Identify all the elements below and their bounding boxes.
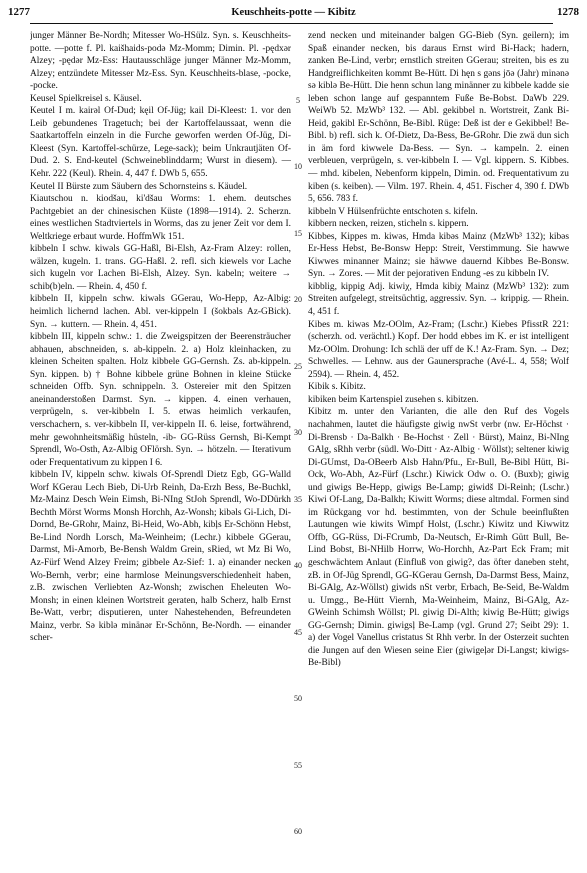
page-header [8,6,579,22]
entry-keutel-i: Keutel I m. kairəl Of-Dud; kęil Of-Jüg; kail Di-Kleest: 1. vor den Leib gebundenes Tragetuch; bei der Kartoffelaussaat, wenn die Saatkartoffeln einzeln in die Furche geworfen werden Of-Jüg, Di-Kleest (Syn. Kartoffel-schürze, Lege-sack); beim Unkrautjäten Of-Dud. 2. S. End-keutel (Schweineblinddarm; Wurst in diesem). — Kehr. 222 (Keul). Rhein. 4, 447 f. DWb 5, 655. [30,106,291,180]
entry-keutel-ii: Keutel II Bürste zum Säubern des Schornsteins s. Käudel. [30,181,248,192]
entry-kibbes: Kibbes, Kippes m. kiwəs, Hmda kibəs Mainz (MzWb³ 132); kibəs Er-Hess Hebst, Be-Bonsw Hepp: Streit, Verstimmung. Sie hawwe Kiwwes minanner Mainz; sie häwwe dauernd Kibbes Be-Bonsw. Syn. → Zores. — Mit der pejorativen Endung -es zu kibbeln IV. [308,231,569,280]
header-rule [30,23,553,24]
entry-kibbeln-ii: kibbeln II, kippeln schw. kiwəls GGerau, Wo-Hepp, Az-Albig: heimlich lichernd lachen. Abl. ver-kippeln I (šokbəls Az-GBick). Syn. → kuttern. — Rhein. 4, 451. [30,294,291,330]
line-number: 5 [296,96,300,105]
entry-kiautschou: Kiautschou n. kiodšau, ki'dšau Worms: 1. ehem. deutsches Pachtgebiet an der chinesischen Küste (1898—1914). 2. Scherzn. eines westlichen Stadtviertels in Worms, das zu jener Zeit vor dem I. Weltkriege erbaut wurde. HoffmWk 151. [30,194,291,242]
entry-kibbeln-v: kibbeln V Hülsenfrüchte entschoten s. kifeln. [308,206,478,217]
entry-kibbeln-i: kibbeln I schw. kiwəls GG-Haßl, Bi-Elsh, Az-Fram Alzey: rollen, wälzen, kugeln. 1. trans. GG-Haßl. 2. refl. sich kiewels vor Lache sich kugeln vor Lachen Bi-Elsh, Alzey. Syn. kabeln; weitere → schib(b)eln. — Rhein. 4, 450 f. [30,244,291,292]
page-number-left: 1277 [8,6,30,18]
entry-kibbeln-iii: kibbeln III, kippeln schw.: 1. die Zweigspitzen der Beerensträucher abhauen, abschneiden, s. ab-kippeln. 2. a) Holz kleinhacken, zu kleinen Scheiten spalten. Holz kibbele GG-Gernsh. Zs. ab-kippeln. Syn. kippen. b) † Bohne kibbele grüne Bohnen in kleine Stücke schneiden Offb. Syn. schnippeln. 3. Ostereier mit den Spitzen aneinanderstoßen Darmst. Syn. → kippen. 4. einen verhauen, verprügeln, s. ver-kibbeln I. 5. etwas heimlich verkaufen, verschachern, s. ver-kibbeln II, ver-kippeln II. 6. leise, fortwährend, mehr gewohnheitsmäßig hüsteln, -ib- GG-Rüss Gernsh, Bi-Kempt Sprendl, Wo-Osth, Az-Albig OFlörsh. Syn. → hötzeln. — Iterativum oder Frequentativum zu kippen I 6. [30,332,291,468]
line-number: 25 [294,362,302,371]
entry-kibbern: kibbern necken, reizen, sticheln s. kippern. [308,219,469,230]
right-column [308,30,569,870]
entry-kibitz: Kibitz m. unter den Varianten, die alle den Ruf des Vogels nachahmen, lautet die häufigste giwig nwSt verbr (nw. Er-Höchst · Di-Brensb · Da-Balkh · Be-Hochst · Zell · Bürst), Mainz, Bi-NIng GAlg, sRhh verbr (südl. Wo-Ditt · Az-Albig · Wöllst); seltener kiwig Di-GUmst, Da-OBeerb Alsb Hahn/Pfu., Er-Bull, Be-Bibl Hütt, Bi-Ock, Wo-Abh, Az-Fürf (Lschr.) Kiwick Odw o. O. (Buxb); giwig und giwigs Be-Hepp, giwigs Be-Lamp; giwidš Di-Reinh; (Lschr.) Kiwi Of-Lang, Da-Balkh; Kiwitt Worms; diese altmdal. Formen sind im Rückgang vor hd. bestimmten, von der Schule beeinflußten Lautungen wie kiwits Wimpf Holst, (Lschr.) Kiwitz und Kiwwitz Offb, GG-Rüss, Di-FCrumb, Da-Neutsch, Er-Rimh Gütt Bull, Be-Lind Bobst, Bi-NHilb Horrw, Wo-Horchh, Az-Part Eck Fram; mit geschwächtem Anlaut (Einfluß von giwig?, das öfter daneben steht, zB. in Of-Jüg Sprendl, GG-KGerau Gernsh, Da-Darmst Bess, Mainz, Bi-GAlg, Az-Wöllst) giwids nSt verbr, Erbach, Be-Seid, Be-Waldm u. Umgg., Be-Hütt Viernh, Ma-Weinheim, Mainz, Bi-GAlg, Az-GWeinh Schimsh Wöllst; Pl. giwig Di-Alth; kiwig Be-Hütt; giwigs GG-Gernsh; Dimin. giwigsļ Be-Lamp (vgl. Grund 27; Seibt 29): 1. a) der Vogel Vanellus cristatus St Rhh verbr. In der Osterzeit suchten die Jungen auf den Wiesen seine Eier (giwigeļər Di-Langst; kiwigs- Be-Bibl) [308,407,569,669]
line-number: 45 [294,628,302,637]
entry-keuschheits-potte: junger Männer Be-Nordh; Mitesser Wo-HSülz. Syn. s. Keuschheits-potte. —potte f. Pl. kaišhaids-podə Mz-Momm; Dimin. Pl. -pędxər Alzey; -pędər Mz-Ess: Hautausschläge junger Männer Mz-Momm, Alzey; entzündete Mitesser Mz-Ess. Syn. Keuschheits-blase, -pocke, -pocke. [30,31,291,92]
line-number: 60 [294,827,302,836]
line-number: 50 [294,694,302,703]
left-column [30,30,291,870]
line-number: 40 [294,561,302,570]
entry-kibbeln-iv: kibbeln IV, kippeln schw. kiwəls Of-Sprendl Dietz Egb, GG-Walld Worf KGerau Lech Bieb, Di-Urb Reinh, Da-Erzh Bess, Be-Buchkl, Mz-Mainz Desch Wein Eimsh, Bi-NIng StJoh Sprendl, Wo-DDürkh Bechth Mörst Worms Monsh Horchh, Az-Wonsh; kibəls Gi-Lich, Di-Dornd, Be-GRohr, Mainz, Bi-Heid, Wo-Abh, kibļs Er-Schönn Hebst, Be-Lind Nordh Lorsch, Ma-Weinheim; (Lechr.) kibbele GGerau, Darmst, Mi-Amorb, Be-Bensh Waldm Grein, sRied, wt Mz Bi Wo, Az-Fürf Wend Alzey Freim; gibbele Az-Sief: 1. a) einander necken Wo-Bernh, verbr; eine harmlose Meinungsverschiedenheit haben, z.B. zwischen Verliebten Az-Wonsh; zwischen Eheleuten Wo-Monsh; in einen kleinen Wortstreit geraten, halb Scherz, halb Ernst Be-Watt, verbr; disputieren, unter Nahestehenden, Befreundeten Mainz, verbr. Sə kiblə minänər Er-Schönn, Be-Nordh. — einander scher- [30,470,291,644]
line-number: 10 [294,162,302,171]
page-number-right: 1278 [557,6,579,18]
line-number: 30 [294,428,302,437]
line-number: 15 [294,229,302,238]
entry-kibiken: kibiken beim Kartenspiel zusehen s. kibitzen. [308,394,479,405]
entry-kibbeln-iv-continued: zend necken und miteinander balgen GG-Bieb (Syn. geilern); im Spaß einander necken, bis daraus Ernst wird Bi-Hack; hadern, zanken Be-Lind, verbr; ernstlich streiten GGerau; streiten, bis es zu Handgreiflichkeiten kommt Be-Hütt. Di hęn s gəns jōə (Jahr) minənə sə kiblə Be-Hütt. Die henn schun lang minänner zu kibbele kadde sie leben schon lange auf gespanntem Fuße Be-Bobst. DaWb 229. WeiWb 52. MzWb³ 132. — Abl. gekibbel n. Wortstreit, Zank Bi-Heid, gəkibl Er-Schönn, Be-Bibl. Rüge: Deß ist der e Gekibbel! Be-Bibl. b) refl. sich k. Of-Dietz, Da-Bess, Be-GRohr. Die zwä dun sich in äm ford kiwwele Da-Bess. — Syn. → kampeln. 2. einen verbleuen, verprügeln, s. ver-kibbeln I. — Vgl. kippern. S. Kibbes. — mhd. kibelen, Nebenform kippeln, Dimin. od. Frequentativum zu kiben (s. keiben). — Vilm. 197. Rhein. 4, 451. Fischer 4, 390 f. DWb 5, 656. 783 f. [308,31,569,205]
line-number: 55 [294,761,302,770]
line-number: 35 [294,495,302,504]
entry-kibik: Kibik s. Kibitz. [308,382,366,393]
running-title: Keuschheits-potte — Kibitz [231,7,356,18]
entry-keusel: Keusel Spielkreisel s. Käusel. [30,93,142,104]
entry-kibes: Kibes m. kiwəs Mz-OOlm, Az-Fram; (Lschr.) Kiebes PfisstR 221: (scherzh. od. verächtl.) Kopf. Der hodd ebbes im K. er ist intelligent Mz-OOlm. Drohung: Ich schlä der uff de K.! Az-Fram. Syn. → Dez; Schwelles. — Lehnw. aus der Gaunersprache (Avé-L. 4, 558; Wolf 2594). — Rhein. 4, 452. [308,319,569,380]
entry-kibblig: kibblig, kippig Adj. kiwiχ, Hmda kibiχ Mainz (MzWb³ 132): zum Streiten aufgelegt, streitsüchtig, aggressiv. Syn. → krippig. — Rhein. 4, 451 f. [308,281,569,318]
line-number: 20 [294,295,302,304]
